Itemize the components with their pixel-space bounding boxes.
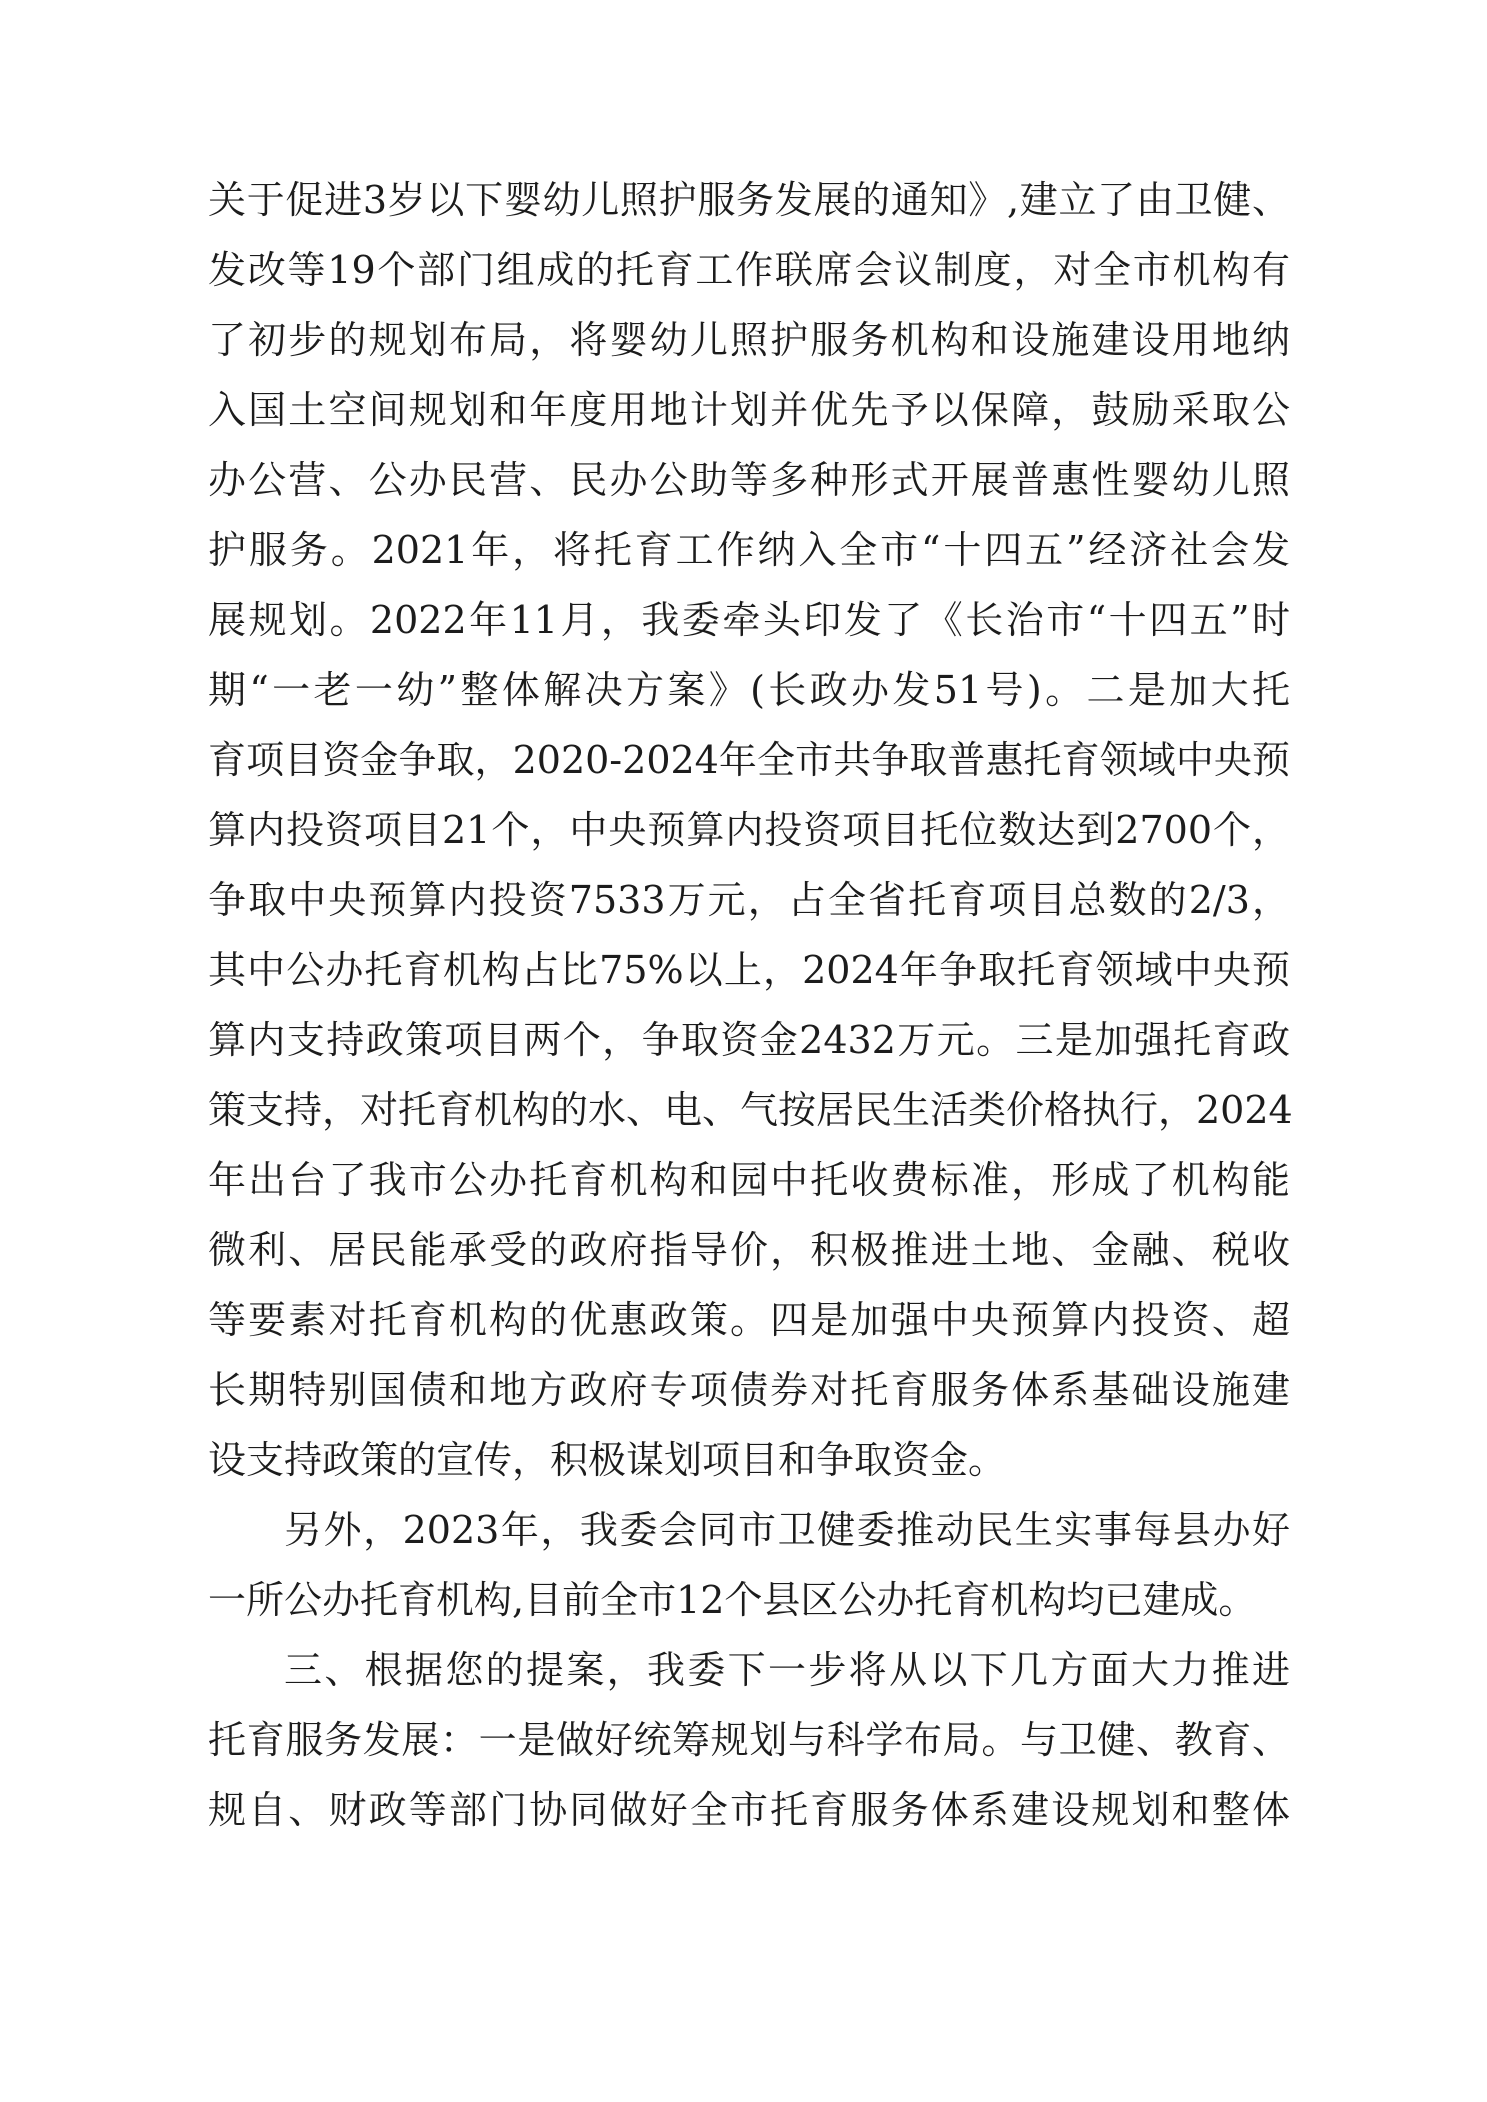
text-line: 设支持政策的宣传，积极谋划项目和争取资金。 (208, 1438, 1007, 1482)
text-line: 争取中央预算内投资7533万元，占全省托育项目总数的2/3， (208, 878, 1290, 922)
text-line: 年出台了我市公办托育机构和园中托收费标准，形成了机构能 (208, 1158, 1290, 1202)
text-line: 托育服务发展：一是做好统筹规划与科学布局。与卫健、教育、 (208, 1718, 1290, 1762)
text-line: 期“一老一幼”整体解决方案》(长政办发51号)。二是加大托 (208, 668, 1290, 712)
text-line: 微利、居民能承受的政府指导价，积极推进土地、金融、税收 (208, 1228, 1290, 1272)
text-line: 入国土空间规划和年度用地计划并优先予以保障，鼓励采取公 (208, 388, 1290, 432)
text-line: 规自、财政等部门协同做好全市托育服务体系建设规划和整体 (208, 1788, 1290, 1832)
text-line: 了初步的规划布局，将婴幼儿照护服务机构和设施建设用地纳 (208, 318, 1290, 362)
text-line: 其中公办托育机构占比75%以上，2024年争取托育领域中央预 (208, 948, 1290, 992)
text-line: 护服务。2021年，将托育工作纳入全市“十四五”经济社会发 (208, 528, 1290, 572)
text-line: 展规划。2022年11月，我委牵头印发了《长治市“十四五”时 (208, 598, 1290, 642)
text-line: 关于促进3岁以下婴幼儿照护服务发展的通知》,建立了由卫健、 (208, 178, 1290, 222)
text-line: 等要素对托育机构的优惠政策。四是加强中央预算内投资、超 (208, 1298, 1290, 1342)
paragraph-first-line: 另外，2023年，我委会同市卫健委推动民生实事每县办好 (284, 1508, 1290, 1552)
text-line: 算内支持政策项目两个，争取资金2432万元。三是加强托育政 (208, 1018, 1290, 1062)
text-line: 一所公办托育机构,目前全市12个县区公办托育机构均已建成。 (208, 1578, 1257, 1622)
text-line: 算内投资项目21个，中央预算内投资项目托位数达到2700个， (208, 808, 1290, 852)
paragraph-first-line: 三、根据您的提案，我委下一步将从以下几方面大力推进 (284, 1648, 1290, 1692)
text-line: 发改等19个部门组成的托育工作联席会议制度，对全市机构有 (208, 248, 1290, 292)
text-line: 策支持，对托育机构的水、电、气按居民生活类价格执行，2024 (208, 1088, 1293, 1132)
text-line: 育项目资金争取，2020-2024年全市共争取普惠托育领域中央预 (208, 738, 1290, 782)
text-line: 长期特别国债和地方政府专项债券对托育服务体系基础设施建 (208, 1368, 1290, 1412)
text-line: 办公营、公办民营、民办公助等多种形式开展普惠性婴幼儿照 (208, 458, 1290, 502)
